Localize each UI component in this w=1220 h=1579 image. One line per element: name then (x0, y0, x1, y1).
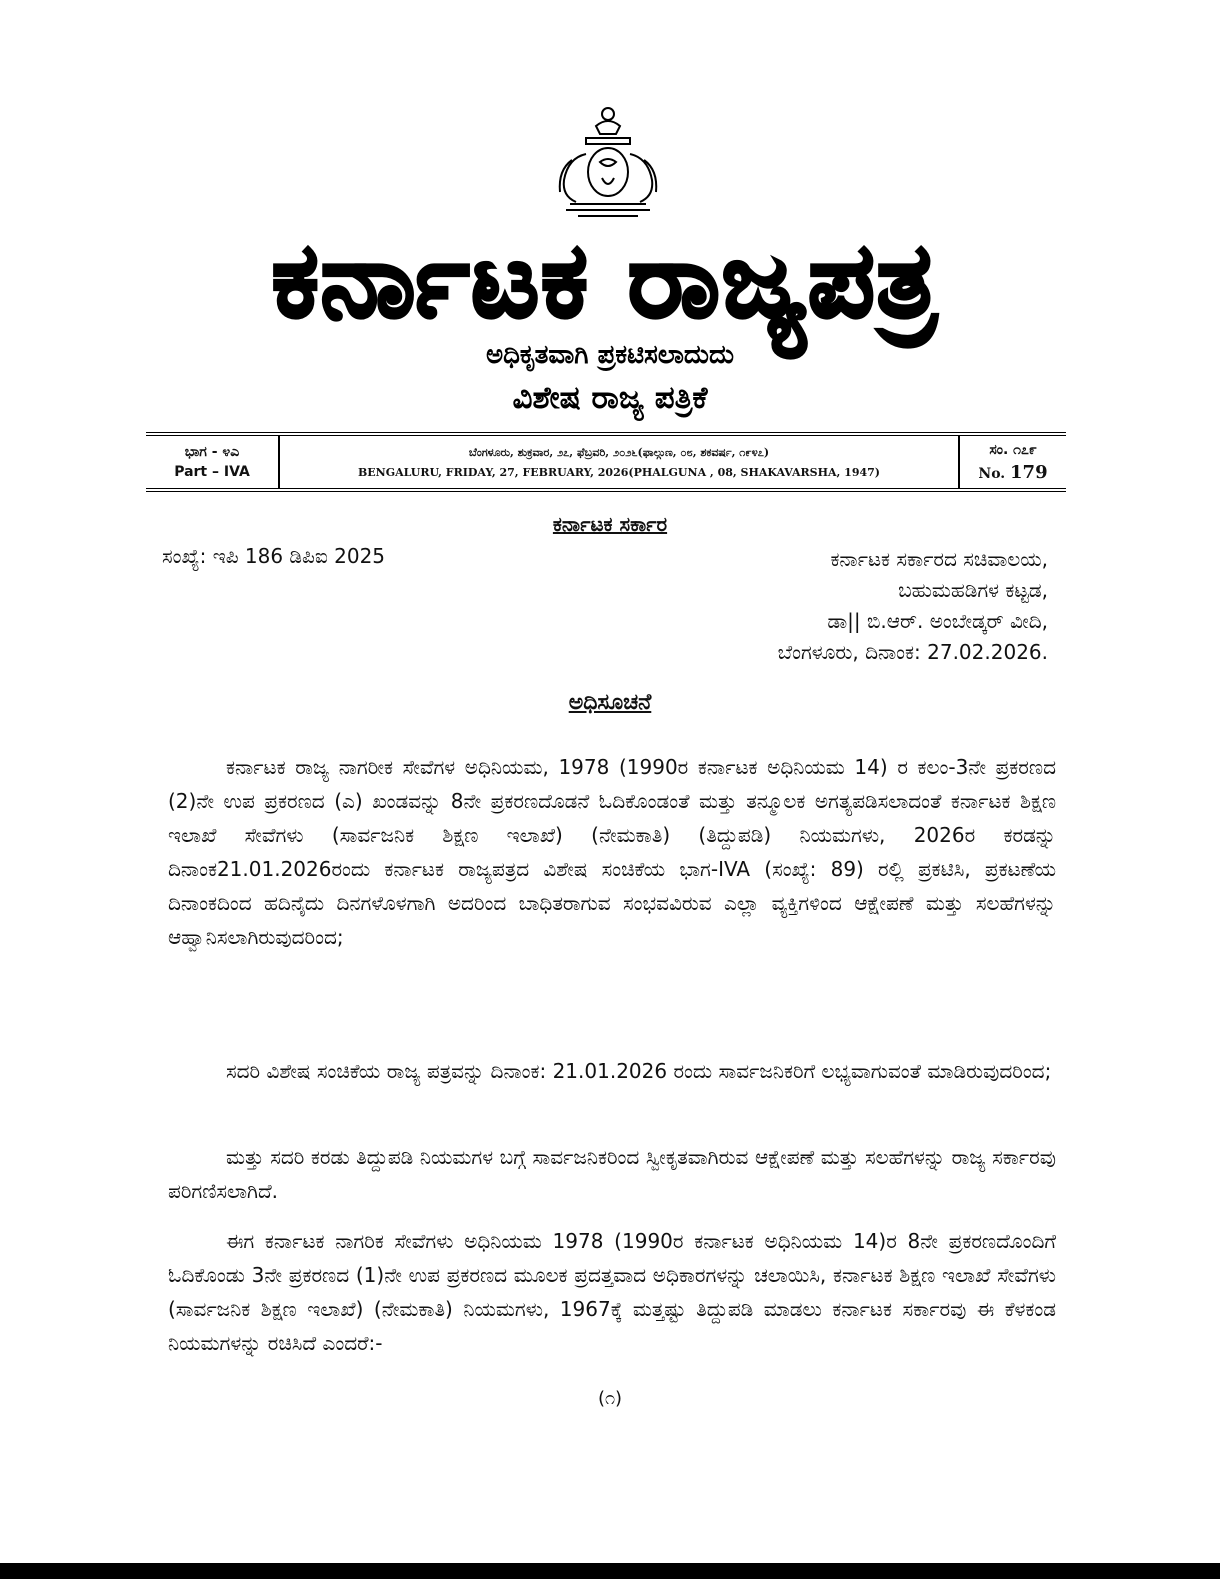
notification-paragraph: ಕರ್ನಾಟಕ ರಾಜ್ಯ ನಾಗರೀಕ ಸೇವೆಗಳ ಅಧಿನಿಯಮ, 1978 (1990ರ ಕರ್ನಾಟಕ ಅಧಿನಿಯಮ 14) ರ ಕಲಂ-3ನೇ ಪ್ರಕರಣದ (2)ನೇ ಉಪ ಪ್ರಕರಣದ (ಎ) ಖಂಡವನ್ನು 8ನೇ ಪ್ರಕರಣದೊಡನೆ ಓದಿಕೊಂಡಂತೆ ಮತ್ತು ತನ್ಮೂಲಕ ಅಗತ್ಯಪಡಿಸಲಾದಂತೆ ಕರ್ನಾಟಕ ಶಿಕ್ಷಣ ಇಲಾಖೆ ಸೇವೆಗಳು (ಸಾರ್ವಜನಿಕ ಶಿಕ್ಷಣ ಇಲಾಖೆ) (ನೇಮಕಾತಿ) (ತಿದ್ದುಪಡಿ) ನಿಯಮಗಳು, 2026ರ ಕರಡನ್ನು ದಿನಾಂಕ21.01.2026ರಂದು ಕರ್ನಾಟಕ ರಾಜ್ಯಪತ್ರದ ವಿಶೇಷ ಸಂಚಿಕೆಯ ಭಾಗ-IVA (ಸಂಖ್ಯೆ: 89) ರಲ್ಲಿ ಪ್ರಕಟಿಸಿ, ಪ್ರಕಟಣೆಯ ದಿನಾಂಕದಿಂದ ಹದಿನೈದು ದಿನಗಳೊಳಗಾಗಿ ಅದರಿಂದ ಬಾಧಿತರಾಗುವ ಸಂಭವವಿರುವ ಎಲ್ಲಾ ವ್ಯಕ್ತಿಗಳಿಂದ ಆಕ್ಷೇಪಣೆ ಮತ್ತು ಸಲಹೆಗಳನ್ನು ಆಹ್ವಾನಿಸಲಾಗಿರುವುದರಿಂದ; (168, 755, 1056, 949)
issue-number-value: 179 (1010, 461, 1048, 483)
issue-number-cell (958, 436, 1066, 488)
masthead-title: ಕರ್ನಾಟಕ ರಾಜ್ಯಪತ್ರ (271, 218, 939, 341)
address-block (778, 544, 1048, 668)
notification-paragraph: ಮತ್ತು ಸದರಿ ಕರಡು ತಿದ್ದುಪಡಿ ನಿಯಮಗಳ ಬಗ್ಗೆ ಸಾರ್ವಜನಿಕರಿಂದ ಸ್ವೀಕೃತವಾಗಿರುವ ಆಕ್ಷೇಪಣೆ ಮತ್ತು ಸಲಹೆಗಳನ್ನು ರಾಜ್ಯ ಸರ್ಕಾರವು ಪರಿಗಣಿಸಲಾಗಿದೆ. (168, 1145, 1056, 1203)
reference-number: ಸಂಖ್ಯೆ: ಇಪಿ 186 ಡಿಪಿಐ 2025 (162, 544, 386, 568)
issue-number-kannada: ಸಂ. ೧೭೯ (989, 441, 1037, 458)
address-line: ಬೆಂಗಳೂರು, ದಿನಾಂಕ: 27.02.2026. (777, 640, 1048, 664)
address-line: ಡಾ|| ಬಿ.ಆರ್. ಅಂಬೇಡ್ಕರ್ ವೀದಿ, (827, 609, 1048, 633)
masthead-subtitle-special: ವಿಶೇಷ ರಾಜ್ಯ ಪತ್ರಿಕೆ (512, 380, 708, 416)
bottom-border (0, 1563, 1220, 1579)
part-english: Part – IVA (174, 464, 250, 480)
notification-paragraph: ಈಗ ಕರ್ನಾಟಕ ನಾಗರಿಕ ಸೇವೆಗಳು ಅಧಿನಿಯಮ 1978 (1990ರ ಕರ್ನಾಟಕ ಅಧಿನಿಯಮ 14)ರ 8ನೇ ಪ್ರಕರಣದೊಂದಿಗೆ ಓದಿಕೊಂಡು 3ನೇ ಪ್ರಕರಣದ (1)ನೇ ಉಪ ಪ್ರಕರಣದ ಮೂಲಕ ಪ್ರದತ್ತವಾದ ಅಧಿಕಾರಗಳನ್ನು ಚಲಾಯಿಸಿ, ಕರ್ನಾಟಕ ಶಿಕ್ಷಣ ಇಲಾಖೆ ಸೇವೆಗಳು (ಸಾರ್ವಜನಿಕ ಶಿಕ್ಷಣ ಇಲಾಖೆ) (ನೇಮಕಾತಿ) ನಿಯಮಗಳು, 1967ಕ್ಕೆ ಮತ್ತಷ್ಟು ತಿದ್ದುಪಡಿ ಮಾಡಲು ಕರ್ನಾಟಕ ಸರ್ಕಾರವು ಈ ಕೆಳಕಂಡ ನಿಯಮಗಳನ್ನು ರಚಿಸಿದೆ ಎಂದರೆ:- (168, 1229, 1056, 1355)
date-cell (280, 436, 958, 488)
issue-number-english (978, 462, 1047, 483)
part-kannada: ಭಾಗ - ೪ಎ (184, 444, 240, 460)
address-line: ಬಹುಮಹಡಿಗಳ ಕಟ್ಟಡ, (898, 578, 1048, 602)
notification-title: ಅಧಿಸೂಚನೆ (568, 690, 652, 715)
part-cell (146, 436, 280, 488)
issue-number-prefix: No. (978, 465, 1006, 482)
date-kannada: ಬೆಂಗಳೂರು, ಶುಕ್ರವಾರ, ೨೭, ಫೆಬ್ರವರಿ, ೨೦೨೬(ಫಾಲ್ಗುಣ, ೦೮, ಶಕವರ್ಷ, ೧೯೪೭) (468, 445, 770, 459)
date-english: BENGALURU, FRIDAY, 27, FEBRUARY, 2026(PHALGUNA , 08, SHAKAVARSHA, 1947) (358, 465, 880, 479)
gazette-info-band (146, 432, 1066, 492)
government-heading: ಕರ್ನಾಟಕ ಸರ್ಕಾರ (552, 512, 668, 536)
page-number: (೧) (597, 1388, 623, 1409)
masthead-subtitle-official: ಅಧಿಕೃತವಾಗಿ ಪ್ರಕಟಿಸಲಾದುದು (485, 340, 735, 370)
address-line: ಕರ್ನಾಟಕ ಸರ್ಕಾರದ ಸಚಿವಾಲಯ, (830, 547, 1048, 571)
notification-paragraph: ಸದರಿ ವಿಶೇಷ ಸಂಚಿಕೆಯ ರಾಜ್ಯ ಪತ್ರವನ್ನು ದಿನಾಂಕ: 21.01.2026 ರಂದು ಸಾರ್ವಜನಿಕರಿಗೆ ಲಭ್ಯವಾಗುವಂತೆ ಮಾಡಿರುವುದರಿಂದ; (226, 1059, 1052, 1083)
